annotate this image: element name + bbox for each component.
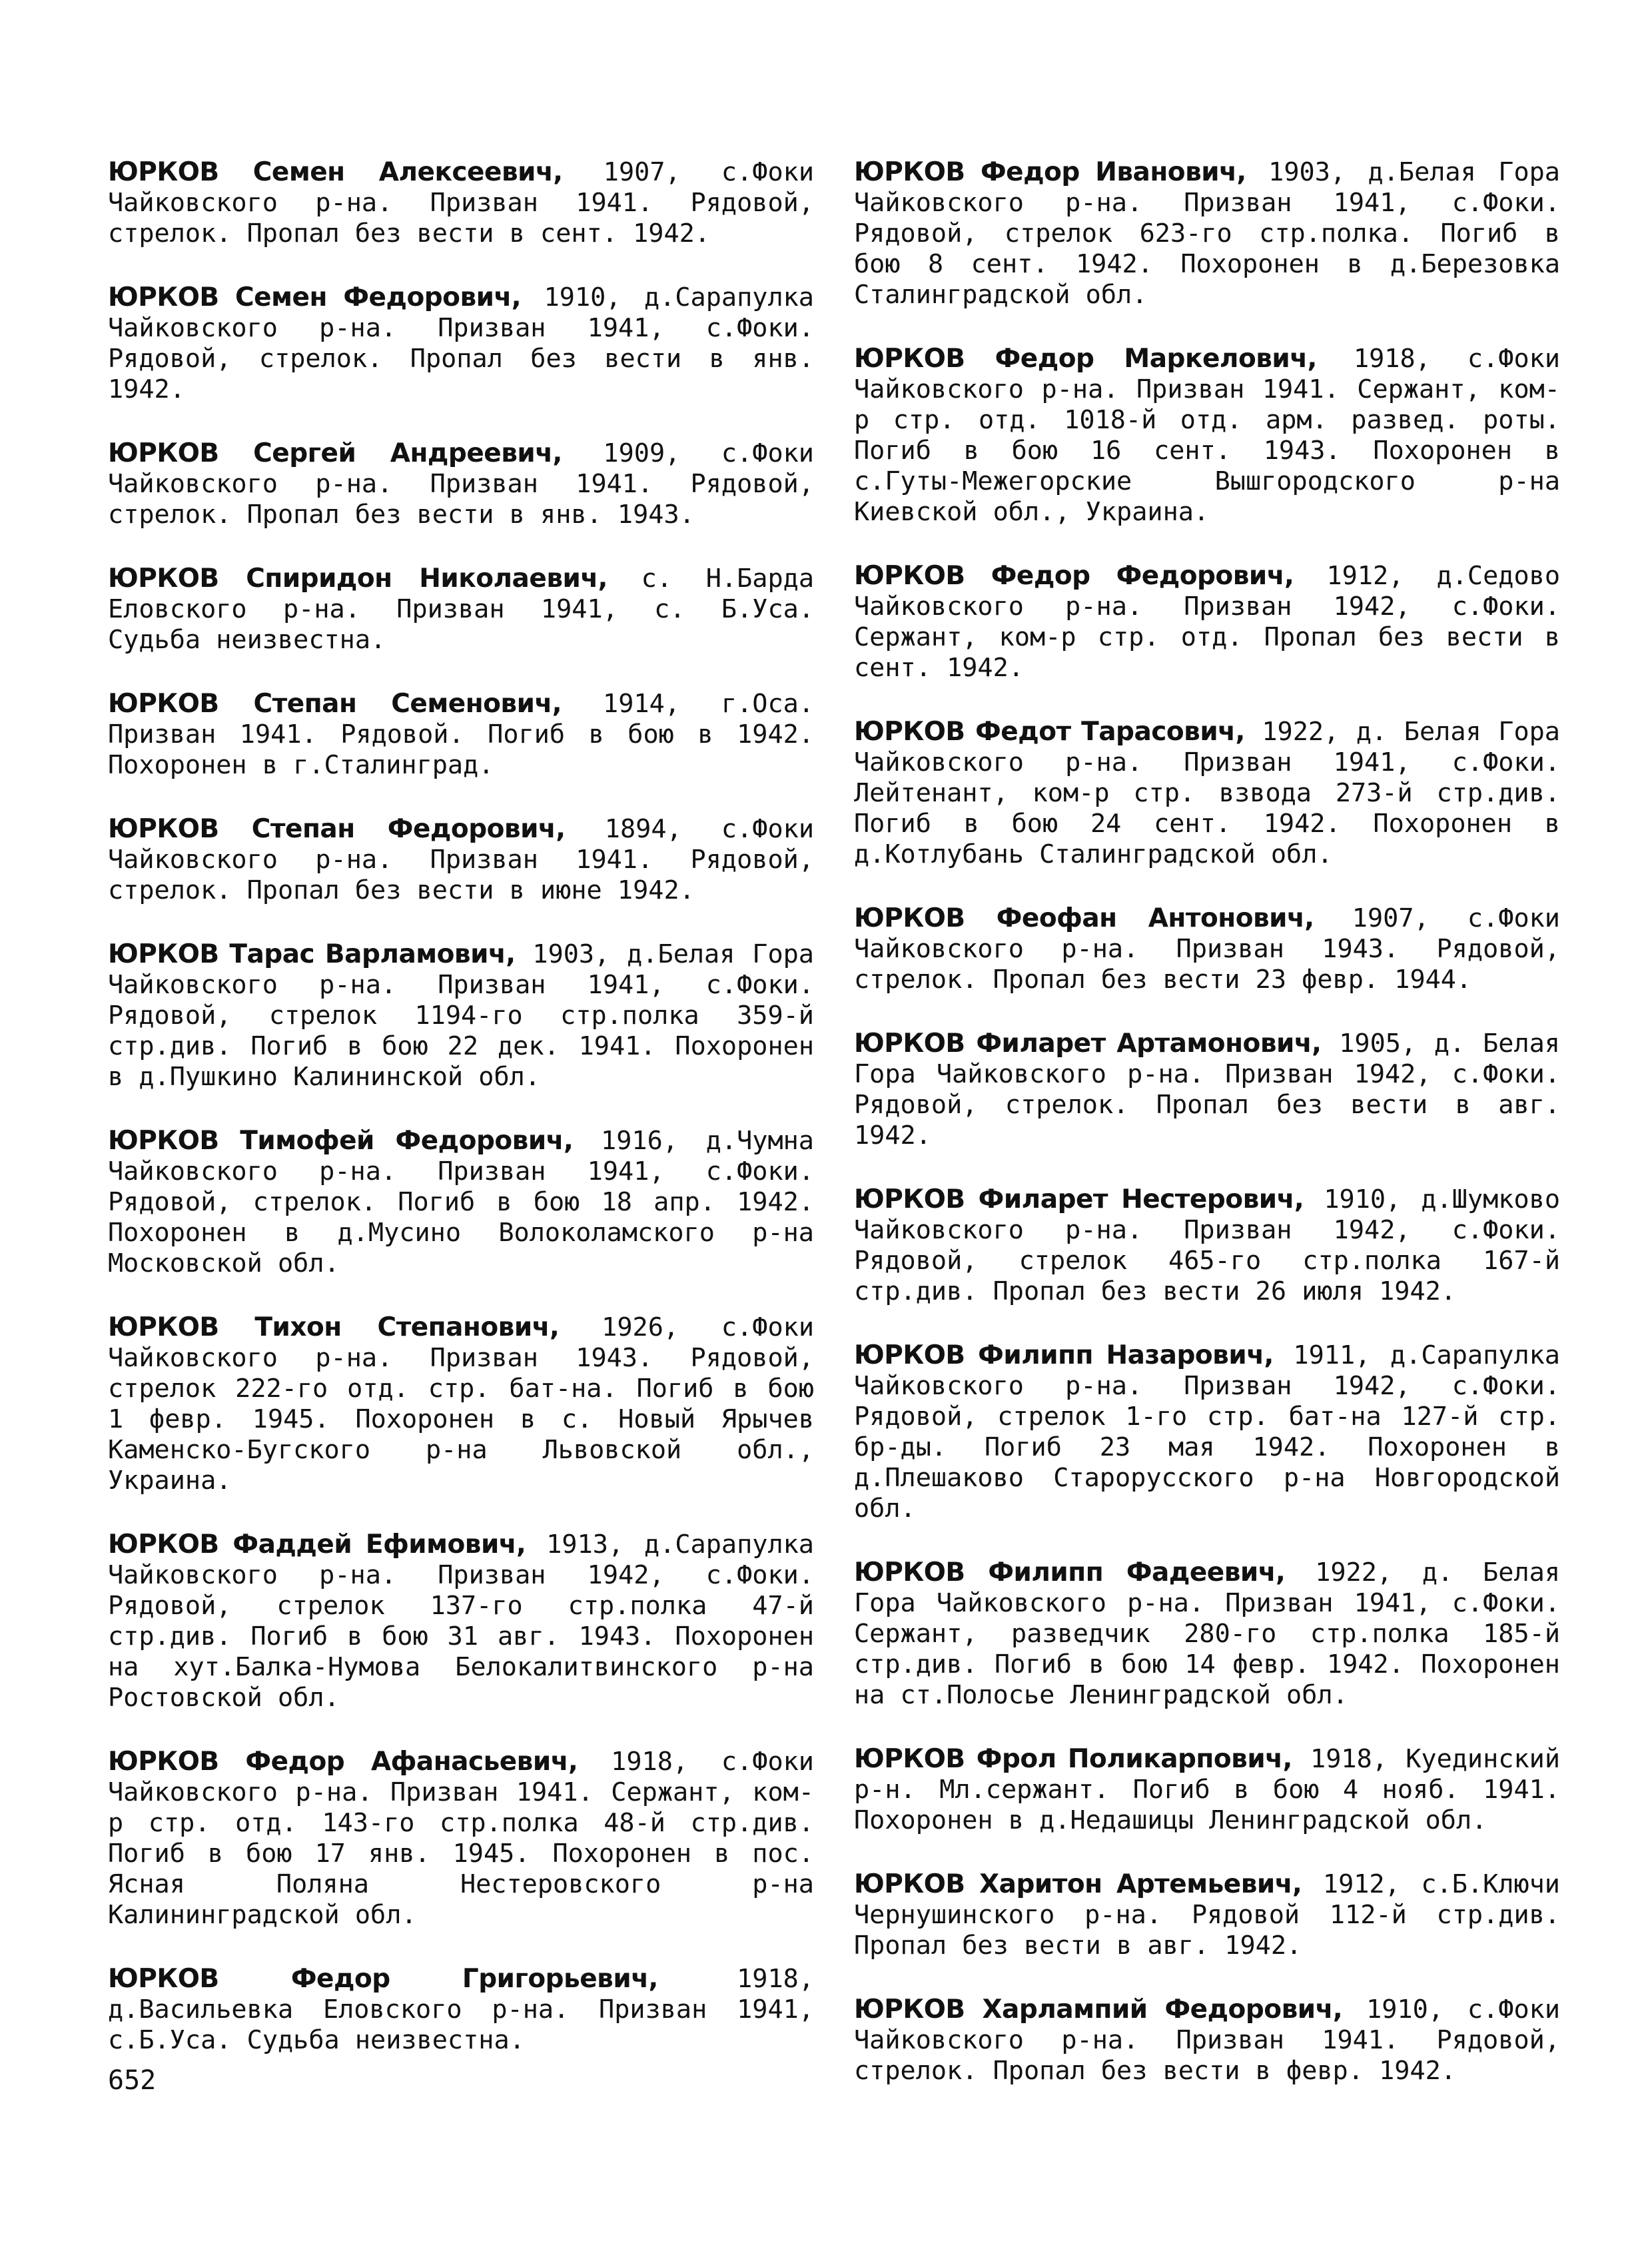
entry xyxy=(854,903,1560,995)
entry-name: ЮРКОВ Фаддей Ефимович, xyxy=(108,1530,526,1560)
entry-text: 1903, д.Белая Гора Чайковского р-на. Призван 1941, с.Фоки. Рядовой, стрелок 1194-го стр.полка 359-й стр.див. Погиб в бою 22 дек. 1941. Похоронен в д.Пушкино Калининской обл. xyxy=(108,939,814,1092)
entry-name: ЮРКОВ Тихон Степанович, xyxy=(108,1312,560,1342)
entry-name: ЮРКОВ Федот Тарасович, xyxy=(854,717,1245,747)
page-number: 652 xyxy=(108,2065,157,2096)
entry-text: 1910, с.Фоки Чайковского р-на. Призван 1941. Рядовой, стрелок. Пропал без вести в февр. 1942. xyxy=(854,1995,1560,2086)
entry-text: 1909, с.Фоки Чайковского р-на. Призван 1941. Рядовой, стрелок. Пропал без вести в янв. 1943. xyxy=(108,438,814,530)
entry-name: ЮРКОВ Тарас Варламович, xyxy=(108,939,516,969)
entry xyxy=(854,344,1560,528)
entry-name: ЮРКОВ Федор Федорович, xyxy=(854,561,1294,591)
entry xyxy=(108,1126,814,1279)
entry-name: ЮРКОВ Степан Семенович, xyxy=(108,689,562,719)
entry xyxy=(854,1995,1560,2086)
entry-text: 1914, г.Оса. Призван 1941. Рядовой. Погиб в бою в 1942. Похоронен в г.Сталинград. xyxy=(108,689,814,780)
entry-name: ЮРКОВ Спиридон Николаевич, xyxy=(108,564,608,594)
entry-name: ЮРКОВ Феофан Антонович, xyxy=(854,903,1314,933)
entry xyxy=(108,438,814,530)
entry xyxy=(854,1558,1560,1711)
entry xyxy=(854,1184,1560,1307)
entry xyxy=(108,814,814,906)
entry xyxy=(108,1747,814,1931)
entry-name: ЮРКОВ Федор Григорьевич, xyxy=(108,1964,658,1994)
entry-name: ЮРКОВ Федор Маркелович, xyxy=(854,344,1317,374)
entry-text: 1916, д.Чумна Чайковского р-на. Призван 1941, с.Фоки. Рядовой, стрелок. Погиб в бою 18 апр. 1942. Похоронен в д.Мусино Волоколамского р-на Московской обл. xyxy=(108,1126,814,1278)
entry xyxy=(854,157,1560,310)
entry xyxy=(854,1744,1560,1836)
entry-name: ЮРКОВ Федор Иванович, xyxy=(854,157,1246,187)
entry-text: 1918, с.Фоки Чайковского р-на. Призван 1941. Сержант, ком-р стр. отд. 1018-й отд. арм. развед. роты. Погиб в бою 16 сент. 1943. Похоронен в с.Гуты-Межегорские Вышгородского р-на Киевской обл., Украина. xyxy=(854,344,1561,527)
entry xyxy=(854,1869,1560,1961)
right-column xyxy=(854,157,1560,2120)
entry-name: ЮРКОВ Семен Федорович, xyxy=(108,282,522,312)
entry-name: ЮРКОВ Степан Федорович, xyxy=(108,814,566,844)
entry-text: 1918, д.Васильевка Еловского р-на. Призван 1941, с.Б.Уса. Судьба неизвестна. xyxy=(108,1964,814,2055)
entry-text: 1903, д.Белая Гора Чайковского р-на. Призван 1941, с.Фоки. Рядовой, стрелок 623-го стр.полка. Погиб в бою 8 сент. 1942. Похоронен в д.Березовка Сталинградской обл. xyxy=(854,157,1560,310)
entry xyxy=(108,1964,814,2056)
entry xyxy=(108,282,814,405)
entry-name: ЮРКОВ Харлампий Федорович, xyxy=(854,1995,1343,2024)
entry-text: 1912, с.Б.Ключи Чернушинского р-на. Рядовой 112-й стр.див. Пропал без вести в авг. 1942. xyxy=(854,1869,1560,1961)
entry-name: ЮРКОВ Харитон Артемьевич, xyxy=(854,1869,1302,1899)
entry xyxy=(108,1530,814,1713)
entry xyxy=(108,939,814,1093)
entry xyxy=(108,1312,814,1496)
entry-text: 1918, с.Фоки Чайковского р-на. Призван 1941. Сержант, ком-р стр. отд. 143-го стр.полка 48-й стр.див. Погиб в бою 17 янв. 1945. Похоронен в пос. Ясная Поляна Нестеровского р-на Калининградской обл. xyxy=(108,1747,814,1930)
entry xyxy=(108,689,814,781)
entry-name: ЮРКОВ Тимофей Федорович, xyxy=(108,1126,574,1156)
entry-text: 1907, с.Фоки Чайковского р-на. Призван 1941. Рядовой, стрелок. Пропал без вести в сент. 1942. xyxy=(108,157,815,248)
entry-text: с. Н.Барда Еловского р-на. Призван 1941, с. Б.Уса. Судьба неизвестна. xyxy=(108,564,814,655)
entry-text: 1910, д.Сарапулка Чайковского р-на. Призван 1941, с.Фоки. Рядовой, стрелок. Пропал без вести в янв. 1942. xyxy=(108,282,814,404)
entry-name: ЮРКОВ Филипп Назарович, xyxy=(854,1340,1274,1370)
entry-name: ЮРКОВ Филипп Фадеевич, xyxy=(854,1558,1286,1587)
entry xyxy=(854,561,1560,683)
entry-text: 1907, с.Фоки Чайковского р-на. Призван 1943. Рядовой, стрелок. Пропал без вести 23 февр. 1944. xyxy=(854,903,1560,995)
entry-name: ЮРКОВ Семен Алексеевич, xyxy=(108,157,563,187)
entry-name: ЮРКОВ Сергей Андреевич, xyxy=(108,438,562,468)
entry xyxy=(854,1029,1560,1151)
entry-name: ЮРКОВ Федор Афанасьевич, xyxy=(108,1747,578,1777)
entry-text: 1913, д.Сарапулка Чайковского р-на. Призван 1942, с.Фоки. Рядовой, стрелок 137-го стр.полка 47-й стр.див. Погиб в бою 31 авг. 1943. Похоронен на хут.Балка-Нумова Белокалитвинского р-на Ростовской обл. xyxy=(108,1530,814,1713)
entry-text: 1922, д. Белая Гора Чайковского р-на. Призван 1941, с.Фоки. Лейтенант, ком-р стр. взвода 273-й стр.див. Погиб в бою 24 сент. 1942. Похоронен в д.Котлубань Сталинградской обл. xyxy=(854,717,1560,869)
entry xyxy=(108,157,814,249)
entry-text: 1905, д. Белая Гора Чайковского р-на. Призван 1942, с.Фоки. Рядовой, стрелок. Пропал без вести в авг. 1942. xyxy=(854,1029,1560,1150)
entry-name: ЮРКОВ Филарет Артамонович, xyxy=(854,1029,1322,1059)
entry-text: 1918, Куединский р-н. Мл.сержант. Погиб в бою 4 нояб. 1941. Похоронен в д.Недашицы Ленинградской обл. xyxy=(854,1744,1561,1835)
entry xyxy=(854,717,1560,870)
left-column xyxy=(108,157,814,2089)
entry-name: ЮРКОВ Фрол Поликарпович, xyxy=(854,1744,1292,1774)
entry-text: 1922, д. Белая Гора Чайковского р-на. Призван 1941, с.Фоки. Сержант, разведчик 280-го стр.полка 185-й стр.див. Погиб в бою 14 февр. 1942. Похоронен на ст.Полосье Ленинградской обл. xyxy=(854,1558,1560,1710)
entry xyxy=(854,1340,1560,1524)
entry xyxy=(108,564,814,656)
entry-text: 1894, с.Фоки Чайковского р-на. Призван 1941. Рядовой, стрелок. Пропал без вести в июне 1942. xyxy=(108,814,814,905)
entry-text: 1911, д.Сарапулка Чайковского р-на. Призван 1942, с.Фоки. Рядовой, стрелок 1-го стр. бат-на 127-й стр. бр-ды. Погиб 23 мая 1942. Похоронен в д.Плешаково Старорусского р-на Новгородской обл. xyxy=(854,1340,1560,1524)
entry-text: 1912, д.Седово Чайковского р-на. Призван 1942, с.Фоки. Сержант, ком-р стр. отд. Пропал без вести в сент. 1942. xyxy=(854,561,1560,683)
entry-text: 1910, д.Шумково Чайковского р-на. Призван 1942, с.Фоки. Рядовой, стрелок 465-го стр.полка 167-й стр.див. Пропал без вести 26 июля 1942. xyxy=(854,1184,1560,1306)
entry-name: ЮРКОВ Филарет Нестерович, xyxy=(854,1184,1304,1214)
entry-text: 1926, с.Фоки Чайковского р-на. Призван 1943. Рядовой, стрелок 222-го отд. стр. бат-на. Погиб в бою 1 февр. 1945. Похоронен в с. Новый Ярычев Каменско-Бугского р-на Львовской обл., Украина. xyxy=(108,1312,814,1496)
